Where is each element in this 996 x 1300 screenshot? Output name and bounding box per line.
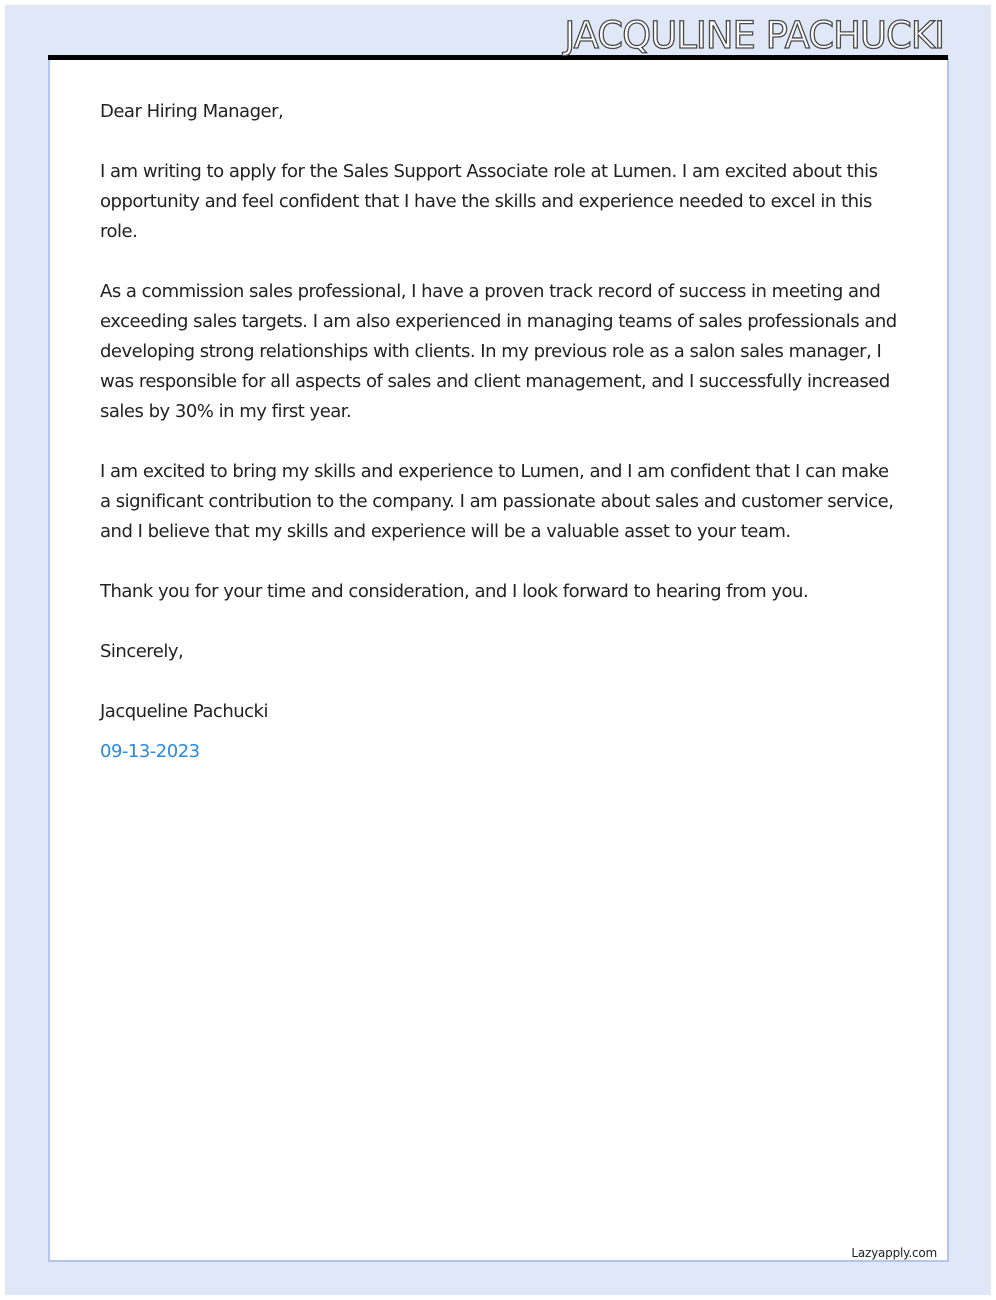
letter-signature: Jacqueline Pachucki [100,701,268,722]
letter-closing: Sincerely, [100,641,184,662]
footer-watermark: Lazyapply.com [851,1246,937,1260]
letter-paragraph-2: As a commission sales professional, I have a proven track record of success in meeting and exceeding sales targets. I am also experienced in managing teams of sales professionals and developing strong relationships with clients. In my previous role as a salon sales manager, I was responsible for all aspects of sales and client management, and I successfully increased sales by 30% in my first year. [100,281,897,422]
letter-paragraph-1: I am writing to apply for the Sales Support Associate role at Lumen. I am excited about this opportunity and feel confident that I have the skills and experience needed to excel in this role. [100,161,878,242]
letter-paragraph-4: Thank you for your time and consideration, and I look forward to hearing from you. [100,581,809,602]
letter-paragraph-3: I am excited to bring my skills and experience to Lumen, and I am confident that I can make a significant contribution to the company. I am passionate about sales and customer service, and I believe that my skills and experience will be a valuable asset to your team. [100,461,894,542]
letter-date: 09-13-2023 [100,741,200,762]
letter-salutation: Dear Hiring Manager, [100,101,284,122]
applicant-name-heading: JACQULINE PACHUCKI [564,14,944,57]
letter-body [100,97,900,767]
